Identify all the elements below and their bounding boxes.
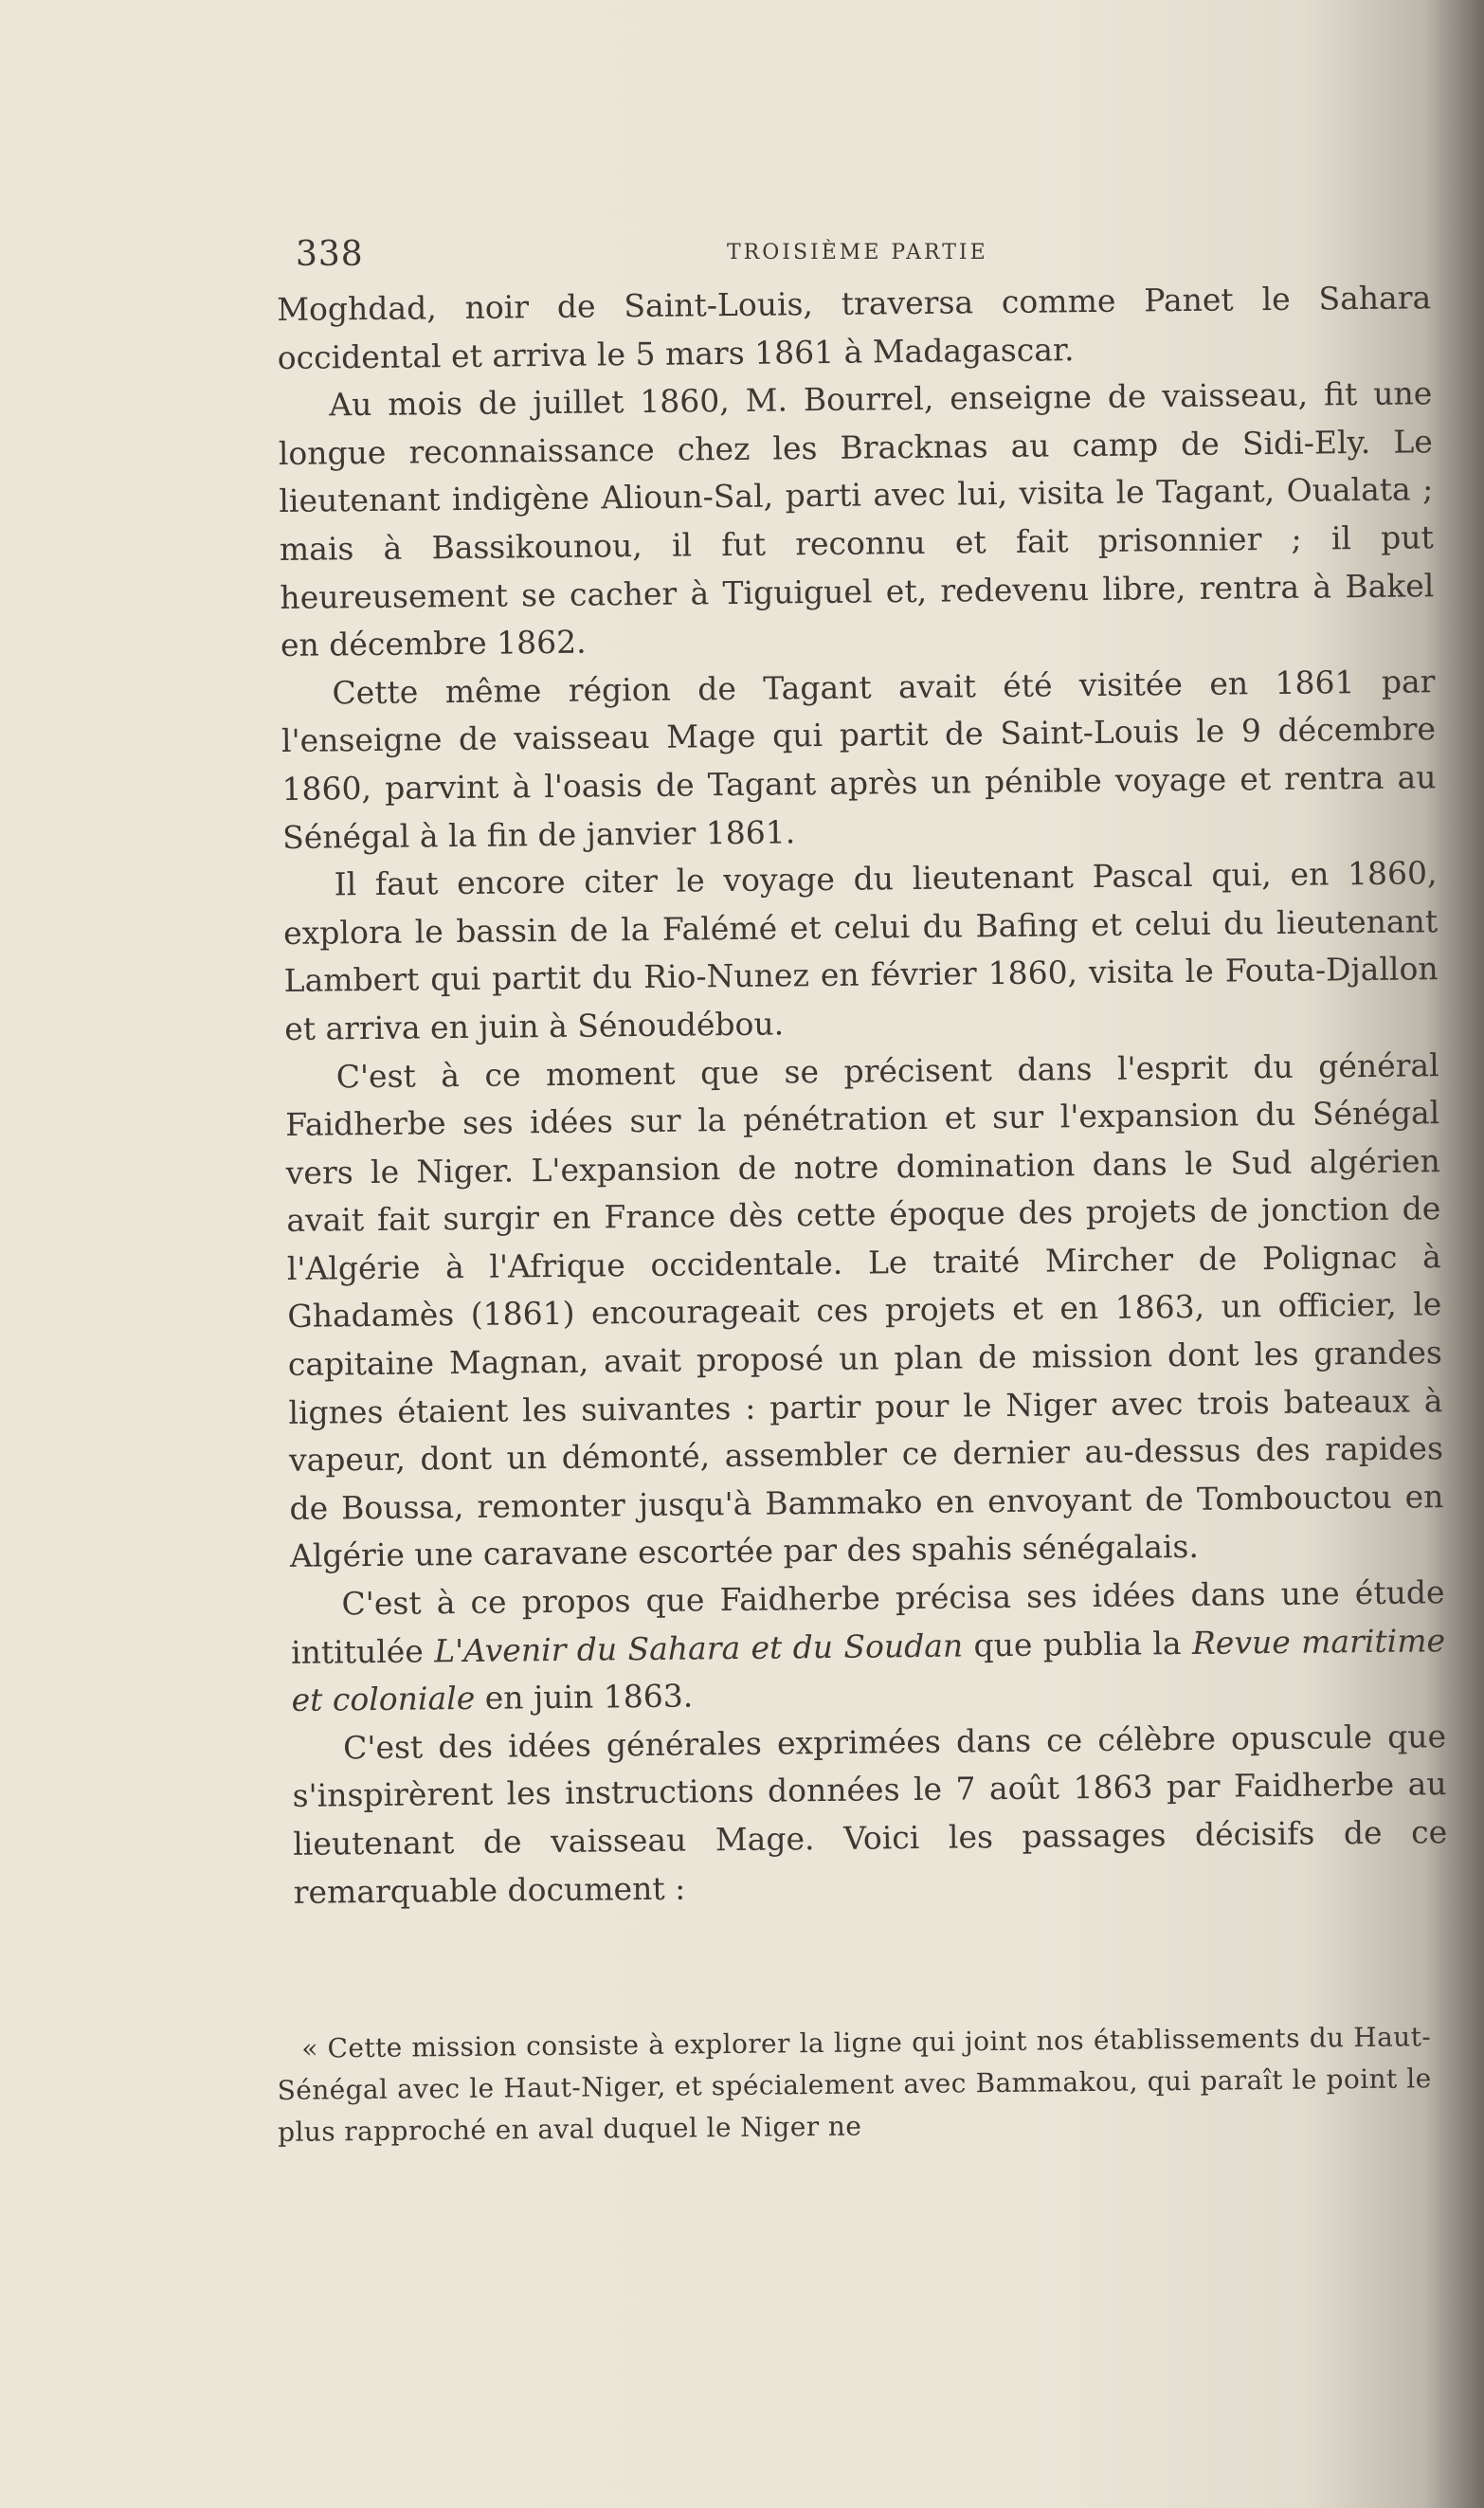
text-run: que publia la [962,1624,1193,1664]
paragraph: Au mois de juillet 1860, M. Bourrel, enseigne de vaisseau, fit une longue reconnaissance chez les Bracknas au camp de Sidi-Ely. Le lieutenant indigène Alioun-Sal, parti avec lui, visita le Tagant, Oualata ; mais à Bassikounou, il fut reconnu et fait prisonnier ; il put heureusement se cacher à Tiguiguel et, redevenu libre, rentra à Bakel en décembre 1862. [278,374,1435,664]
body-text [277,274,1448,1917]
page-number: 338 [296,235,364,274]
paragraph-continuation: Moghdad, noir de Saint-Louis, traversa comme Panet le Sahara occidental et arriva le 5 mars 1861 à Madagascar. [277,279,1432,376]
work-title: L'Avenir du Sahara et du Soudan [433,1627,964,1669]
journal-title: Revue maritime et coloniale [291,1621,1446,1719]
paragraph: Cette même région de Tagant avait été visitée en 1861 par l'enseigne de vaisseau Mage qui partit de Saint-Louis le 9 décembre 1860, parvint à l'oasis de Tagant après un pénible voyage et rentra au Sénégal à la fin de janvier 1861. [281,662,1437,856]
paragraph: Il faut encore citer le voyage du lieutenant Pascal qui, en 1860, explora le bassin de la Falémé et celui du Bafing et celui du lieutenant Lambert qui partit du Rio-Nunez en février 1860, visita le Fouta-Djallon et arriva en juin à Sénoudébou. [282,854,1439,1047]
running-head: TROISIÈME PARTIE [727,241,988,264]
block-quote [277,2016,1432,2154]
paragraph: C'est des idées générales exprimées dans ce célèbre opuscule que s'inspirèrent les instructions données le 7 août 1863 par Faidherbe au lieutenant de vaisseau Mage. Voici les passages décisifs de ce remarquable document : [292,1717,1448,1911]
paragraph: C'est à ce moment que se précisent dans l'esprit du général Faidherbe ses idées sur la pénétration et sur l'expansion du Sénégal vers le Niger. L'expansion de notre domination dans le Sud algérien avait fait surgir en France dès cette époque des projets de jonction de l'Algérie à l'Afrique occidentale. Le traité Mircher de Polignac à Ghadamès (1861) encourageait ces projets et en 1863, un officier, le capitaine Magnan, avait proposé un plan de mission dont les grandes lignes étaient les suivantes : partir pour le Niger avec trois bateaux à vapeur, dont un démonté, assembler ce dernier au-dessus des rapides de Boussa, remonter jusqu'à Bammako en envoyant de Tombouctou en Algérie une caravane escortée par des spahis sénégalais. [285,1045,1444,1575]
quote-text: « Cette mission consiste à explorer la ligne qui joint nos établissements du Haut-Sénégal avec le Haut-Niger, et spécialement avec Bammakou, qui paraît le point le plus rapproché en aval duquel le Niger ne [277,2021,1432,2148]
text-run: C'est à ce propos que Faidherbe précisa ses idées dans une étude intitulée [290,1573,1445,1671]
page-header [296,235,1433,273]
paragraph-with-titles [290,1569,1446,1725]
text-run: en juin 1863. [475,1677,694,1717]
